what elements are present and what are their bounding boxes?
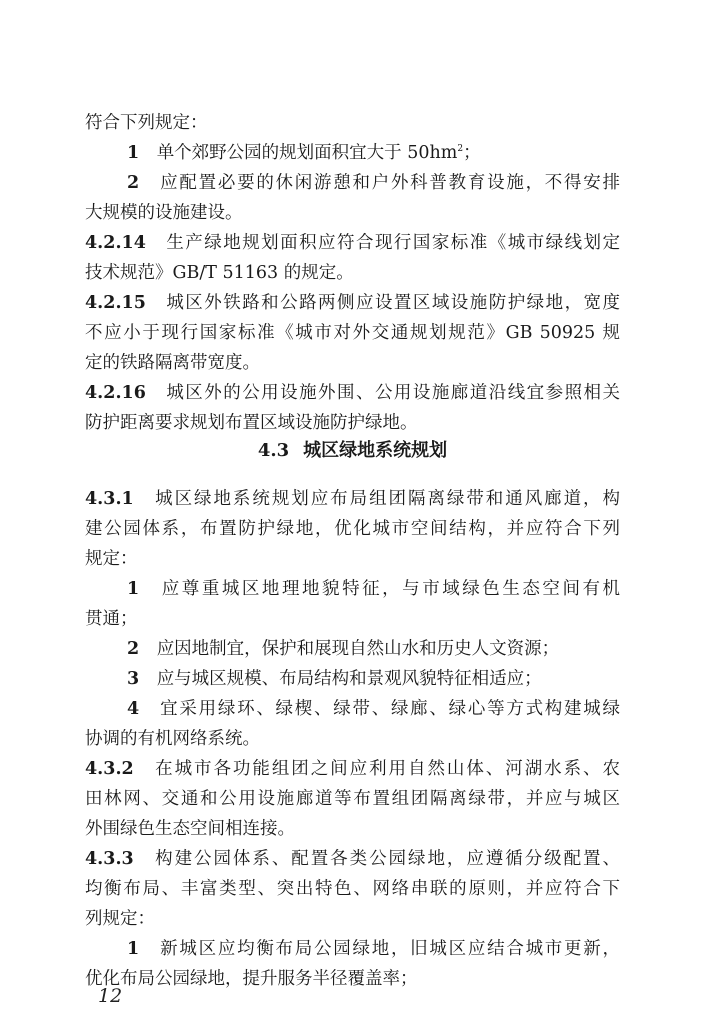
line-text: 均衡布局、丰富类型、突出特色、网络串联的原则，并应符合下 [85,879,620,899]
document-page [85,0,620,1024]
page-number: 12 [98,985,123,1007]
line-text: 在城市各功能组团之间应利用自然山体、河湖水系、农 [155,759,620,779]
section-heading [85,436,620,466]
line-text: 城区绿地系统规划应布局组团隔离绿带和通风廊道，构 [155,489,620,509]
text-line [85,754,620,784]
line-text: 符合下列规定： [85,113,208,133]
line-text: 大规模的设施建设。 [85,203,243,223]
text-line [85,258,620,288]
text-line [85,604,620,634]
text-line [85,694,620,724]
text-line [85,288,620,318]
text-line [85,904,620,934]
item-number: 1 [127,939,140,959]
item-number: 1 [127,143,140,163]
section-title: 城区绿地系统规划 [303,440,448,461]
item-number: 4 [127,699,140,719]
line-text: 防护距离要求规划布置区域设施防护绿地。 [85,413,418,433]
text-line [85,378,620,408]
line-text: 列规定： [85,909,155,929]
line-text: 生产绿地规划面积应符合现行国家标准《城市绿线划定 [166,233,620,253]
text-line [85,514,620,544]
text-line [85,574,620,604]
clause-number: 4.3.1 [85,489,134,509]
section-number: 4.3 [257,440,290,461]
item-number: 1 [127,579,140,599]
line-text: 新城区应均衡布局公园绿地，旧城区应结合城市更新， [160,939,620,959]
line-text: 协调的有机网络系统。 [85,729,260,749]
text-line [85,964,620,994]
item-number: 2 [127,173,140,193]
text-line [85,544,620,574]
line-text: 贯通； [85,609,138,629]
text-line [85,844,620,874]
line-text: 城区外铁路和公路两侧应设置区域设施防护绿地，宽度 [166,293,620,313]
text-line [85,814,620,844]
text-line [85,318,620,348]
line-text: 应与城区规模、布局结构和景观风貌特征相适应； [156,669,542,689]
text-line [85,228,620,258]
superscript: 2 [457,144,464,155]
line-text: 建公园体系，布置防护绿地，优化城市空间结构，并应符合下列 [85,519,620,539]
line-text: 应尊重城区地理地貌特征，与市域绿色生态空间有机 [161,579,620,599]
text-line [85,348,620,378]
clause-number: 4.3.3 [85,849,134,869]
line-text: 外围绿色生态空间相连接。 [85,819,295,839]
text-line [85,634,620,664]
item-number: 2 [127,639,140,659]
line-text: 定的铁路隔离带宽度。 [85,353,260,373]
text-line [85,198,620,228]
line-text: 城区外的公用设施外围、公用设施廊道沿线宜参照相关 [166,383,620,403]
text-line [85,484,620,514]
line-text: 应配置必要的休闲游憩和户外科普教育设施，不得安排 [160,173,620,193]
clause-number: 4.3.2 [85,759,134,779]
text-line [85,874,620,904]
text-line [85,784,620,814]
line-text: 不应小于现行国家标准《城市对外交通规划规范》GB 50925 规 [85,323,620,343]
line-text: 优化布局公园绿地，提升服务半径覆盖率； [85,969,418,989]
text-line [85,664,620,694]
clause-number: 4.2.15 [85,293,146,313]
line-text: 规定： [85,549,138,569]
line-text: 宜采用绿环、绿楔、绿带、绿廊、绿心等方式构建城绿 [160,699,620,719]
line-text: 技术规范》GB/T 51163 的规定。 [85,263,354,283]
text-line [85,724,620,754]
item-number: 3 [127,669,140,689]
line-text: 田林网、交通和公用设施廊道等布置组团隔离绿带，并应与城区 [85,789,620,809]
text-line [85,408,620,438]
text-line [85,168,620,198]
text-line [85,108,620,138]
text-line [85,934,620,964]
clause-number: 4.2.14 [85,233,146,253]
line-text: 单个郊野公园的规划面积宜大于 50hm [156,143,458,163]
line-text: 应因地制宜，保护和展现自然山水和历史人文资源； [156,639,560,659]
text-line [85,138,620,168]
line-text: ； [463,143,481,163]
line-text: 构建公园体系、配置各类公园绿地，应遵循分级配置、 [155,849,620,869]
clause-number: 4.2.16 [85,383,146,403]
